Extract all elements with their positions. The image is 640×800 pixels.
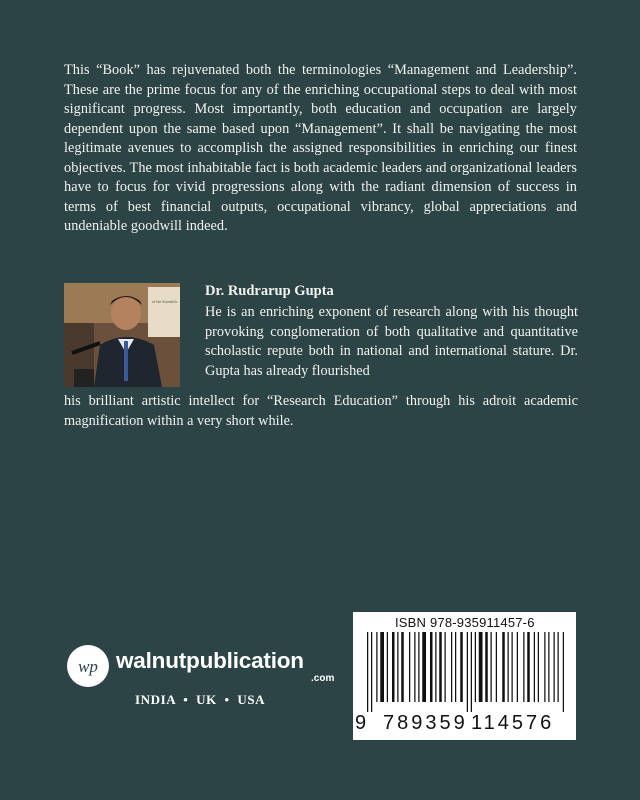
barcode-bar	[380, 632, 384, 702]
barcode-bar	[485, 632, 488, 702]
barcode-bar	[439, 632, 442, 702]
barcode-bar	[479, 632, 483, 702]
barcode-bar	[475, 632, 476, 702]
barcode-bar	[371, 632, 372, 712]
publisher-name: walnutpublication	[116, 648, 304, 673]
barcode-bar	[491, 632, 492, 702]
barcode-bar	[502, 632, 505, 702]
barcode-bar	[422, 632, 426, 702]
barcode-bar	[471, 632, 472, 712]
barcode-bar	[558, 632, 559, 702]
barcode-bar	[508, 632, 509, 702]
barcode-bar	[517, 632, 518, 702]
barcode-bar	[554, 632, 555, 702]
barcode-bar	[414, 632, 415, 702]
barcode-bar	[534, 632, 535, 702]
isbn-barcode	[353, 612, 576, 740]
barcode-bar	[445, 632, 446, 702]
barcode-bar	[512, 632, 513, 702]
barcode-bar	[496, 632, 497, 702]
barcode-bar	[563, 632, 564, 712]
author-bio-part1: He is an enriching exponent of research along with his thought provoking conglomeration of both qualitative and quantitative scholastic repute both in national and international stature. Dr. Gupta has already flourished	[205, 304, 578, 379]
barcode-bar	[544, 632, 545, 702]
author-photo	[64, 283, 180, 387]
barcode-bar	[435, 632, 436, 702]
barcode-bar	[430, 632, 433, 702]
barcode-bar	[460, 632, 463, 702]
barcode-bar	[467, 632, 468, 712]
barcode-bars	[367, 632, 567, 712]
back-cover-blurb: This “Book” has rejuvenated both the terminologies “Management and Leadership”. These are the prime focus for any of the enriching occupational steps to deal with most significant progress. Most importantly, both education and occupation are largely dependent upon the same based upon “Management”. It shall be navigating the most legitimate avenues to accomplish the assigned responsibilities in enriching our finest objectives. The most inhabitable fact is both academic leaders and organizational leaders have to focus for vivid progressions along with the radiant dimension of success in terms of best financial outputs, occupational vibrancy, global appreciations and undeniable goodwill indeed.	[64, 62, 577, 234]
publisher-logo-icon	[67, 645, 109, 687]
photo-sign-text: of the Scientific	[152, 299, 178, 304]
author-photo-illustration	[64, 283, 180, 387]
barcode-bar	[418, 632, 419, 702]
author-bio-part2: his brilliant artistic intellect for “Research Education” through his adroit academic magnification within a very short while.	[64, 393, 578, 429]
barcode-bar	[523, 632, 524, 702]
barcode-bar	[409, 632, 410, 702]
author-name: Dr. Rudrarup Gupta	[205, 283, 334, 299]
barcode-bar	[397, 632, 398, 702]
isbn-digit-first: 9	[355, 712, 367, 734]
logo-monogram: wp	[78, 657, 98, 676]
barcode-bar	[387, 632, 388, 702]
barcode-bar	[548, 632, 549, 702]
isbn-digits-group1: 789359	[383, 712, 468, 734]
barcode-bar	[527, 632, 530, 702]
barcode-bar	[401, 632, 404, 702]
barcode-bar	[376, 632, 377, 702]
isbn-label: ISBN 978-935911457-6	[395, 615, 535, 630]
barcode-bar	[451, 632, 452, 702]
barcode-bar	[392, 632, 395, 702]
barcode-bar	[538, 632, 539, 702]
publisher-regions: INDIA • UK • USA	[135, 692, 266, 707]
barcode-bar	[455, 632, 456, 702]
isbn-digits-group2: 114576	[471, 712, 555, 734]
publisher-suffix: .com	[311, 673, 335, 684]
barcode-bar	[367, 632, 368, 712]
